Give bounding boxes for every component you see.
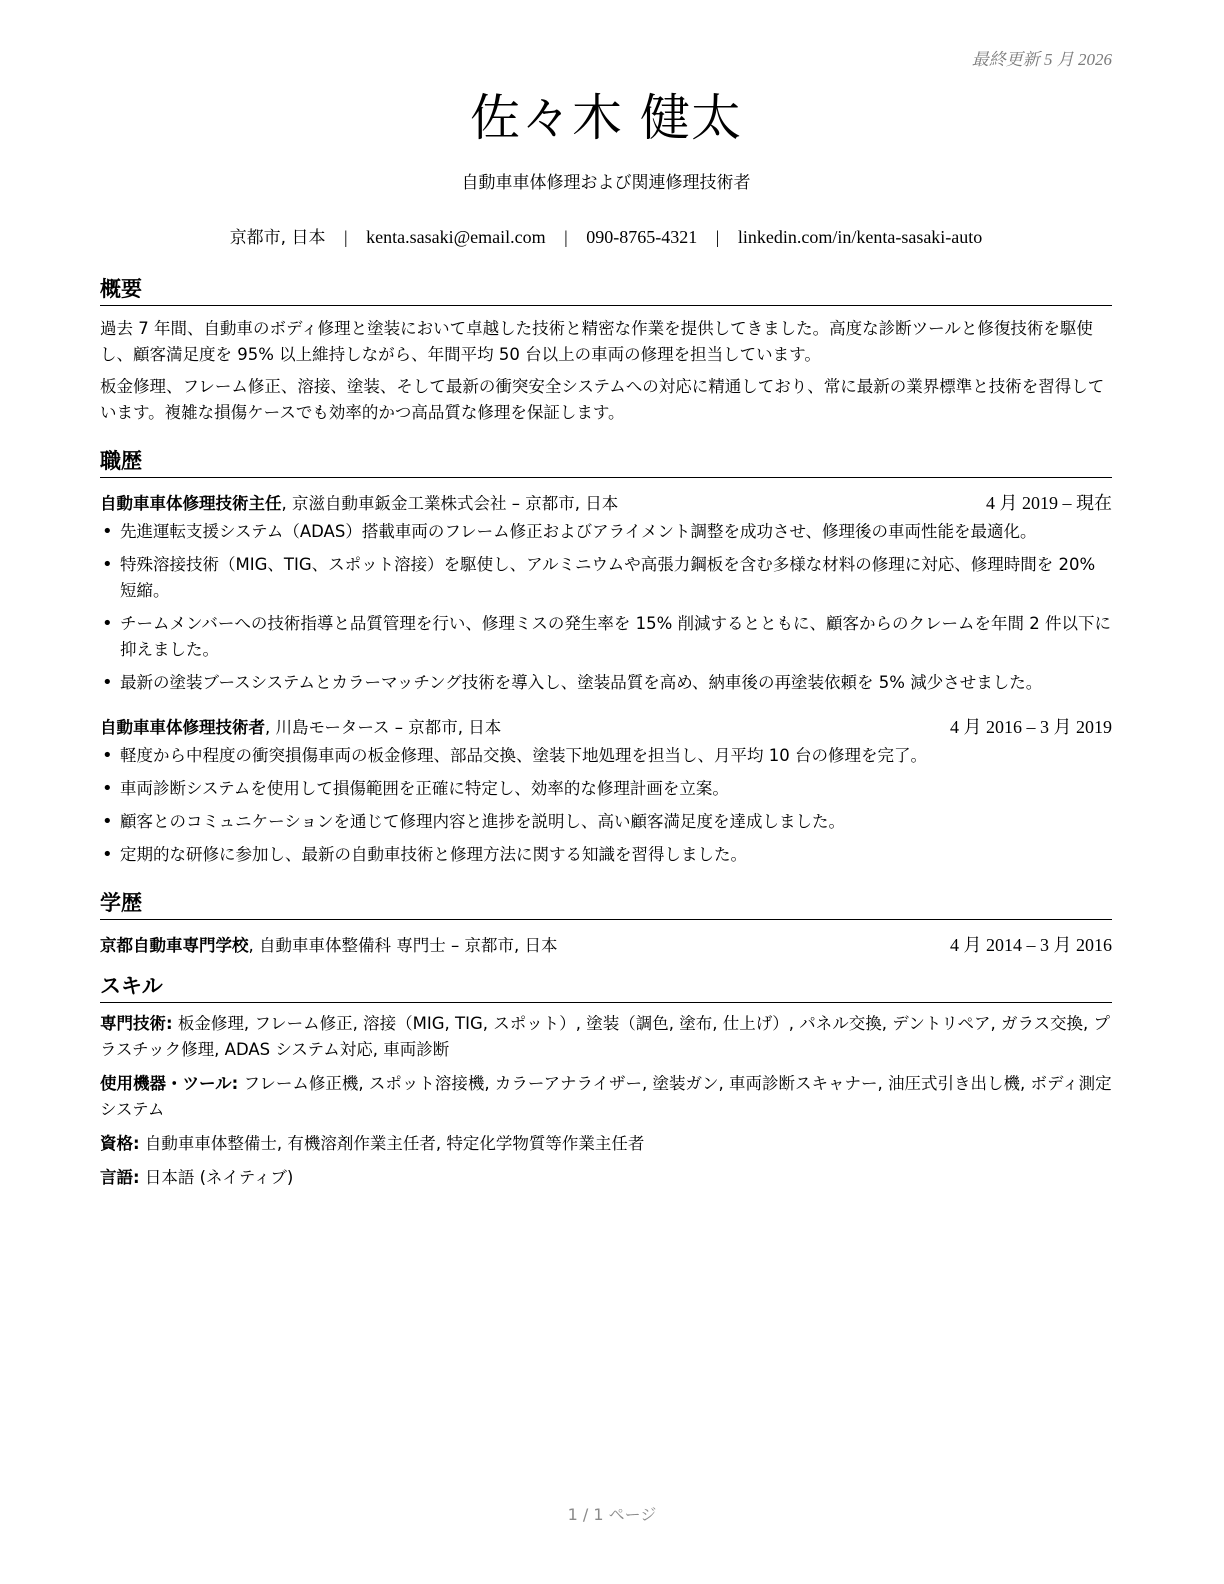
skill-value: フレーム修正機, スポット溶接機, カラーアナライザー, 塗装ガン, 車両診断スキャナー, 油圧式引き出し機, ボディ測定システム bbox=[100, 1074, 1112, 1119]
skill-value: 板金修理, フレーム修正, 溶接（MIG, TIG, スポット）, 塗装（調色, 塗布, 仕上げ）, パネル交換, デントリペア, ガラス交換, プラスチック修理, ADAS システム対応, 車両診断 bbox=[100, 1014, 1111, 1059]
skill-row bbox=[100, 1131, 1112, 1157]
school-detail: , 自動車車体整備科 専門士 – 京都市, 日本 bbox=[248, 936, 558, 955]
job-role: 自動車車体修理技術主任 bbox=[100, 494, 282, 513]
linkedin-link[interactable]: linkedin.com/in/kenta-sasaki-auto bbox=[737, 227, 983, 247]
skill-label: 言語: bbox=[100, 1168, 140, 1187]
education-dates: 4 月 2014 – 3 月 2016 bbox=[950, 935, 1112, 955]
list-item: • 軽度から中程度の衝突損傷車両の板金修理、部品交換、塗装下地処理を担当し、月平均 10 台の修理を完了。 bbox=[100, 743, 1112, 769]
page-number: 1 / 1 ページ bbox=[567, 1505, 657, 1524]
job-bullets bbox=[100, 519, 1112, 696]
list-item: • 定期的な研修に参加し、最新の自動車技術と修理方法に関する知識を習得しました。 bbox=[100, 842, 1112, 868]
job-title: 自動車車体修理および関連修理技術者 bbox=[461, 173, 751, 193]
list-item: • 最新の塗装ブースシステムとカラーマッチング技術を導入し、塗装品質を高め、納車後の再塗装依頼を 5% 減少させました。 bbox=[100, 670, 1112, 696]
separator: | bbox=[715, 227, 720, 247]
job-dates: 4 月 2016 – 3 月 2019 bbox=[950, 717, 1112, 737]
job-role-company bbox=[100, 715, 501, 741]
education-entry bbox=[100, 932, 1112, 959]
summary-paragraph: 過去 7 年間、自動車のボディ修理と塗装において卓越した技術と精密な作業を提供してきました。高度な診断ツールと修復技術を駆使し、顧客満足度を 95% 以上維持しながら、年間平均 50 台以上の車両の修理を担当しています。 bbox=[100, 319, 1093, 364]
list-item: • チームメンバーへの技術指導と品質管理を行い、修理ミスの発生率を 15% 削減するとともに、顧客からのクレームを年間 2 件以下に抑えました。 bbox=[100, 611, 1112, 663]
skill-row bbox=[100, 1011, 1112, 1063]
job-header bbox=[100, 714, 1112, 741]
section-title-experience: 職歴 bbox=[100, 448, 1112, 478]
list-item: • 顧客とのコミュニケーションを通じて修理内容と進捗を説明し、高い顧客満足度を達成しました。 bbox=[100, 809, 1112, 835]
email-link[interactable]: kenta.sasaki@email.com bbox=[366, 227, 546, 247]
job-role-company bbox=[100, 491, 618, 517]
skill-label: 資格: bbox=[100, 1134, 140, 1153]
separator: | bbox=[344, 227, 348, 247]
last-updated: 最終更新 5 月 2026 bbox=[971, 50, 1112, 69]
section-title-skills: スキル bbox=[100, 973, 1112, 1003]
contact-line bbox=[100, 223, 1112, 248]
skill-row bbox=[100, 1071, 1112, 1123]
skill-label: 使用機器・ツール: bbox=[100, 1074, 239, 1093]
skill-value: 日本語 (ネイティブ) bbox=[139, 1168, 294, 1187]
resume-page bbox=[100, 0, 1112, 1191]
job-bullets bbox=[100, 743, 1112, 868]
candidate-name: 佐々木 健太 bbox=[470, 89, 742, 147]
education-school-detail bbox=[100, 933, 557, 959]
list-item: • 特殊溶接技術（MIG、TIG、スポット溶接）を駆使し、アルミニウムや高張力鋼板を含む多様な材料の修理に対応、修理時間を 20% 短縮。 bbox=[100, 552, 1112, 604]
location: 京都市, 日本 bbox=[229, 228, 326, 248]
section-title-education: 学歴 bbox=[100, 890, 1112, 920]
job-company: , 京滋自動車鈑金工業株式会社 – 京都市, 日本 bbox=[281, 494, 619, 513]
separator: | bbox=[564, 227, 568, 247]
job-dates: 4 月 2019 – 現在 bbox=[986, 493, 1112, 513]
skill-label: 専門技術: bbox=[100, 1014, 173, 1033]
list-item: • 先進運転支援システム（ADAS）搭載車両のフレーム修正およびアライメント調整を成功させ、修理後の車両性能を最適化。 bbox=[100, 519, 1112, 545]
job-role: 自動車車体修理技術者 bbox=[100, 718, 265, 737]
summary-paragraph: 板金修理、フレーム修正、溶接、塗装、そして最新の衝突安全システムへの対応に精通しており、常に最新の業界標準と技術を習得しています。複雑な損傷ケースでも効率的かつ高品質な修理を保証します。 bbox=[100, 377, 1105, 422]
job-header bbox=[100, 490, 1112, 517]
job-company: , 川島モータース – 京都市, 日本 bbox=[265, 718, 502, 737]
section-title-summary: 概要 bbox=[100, 276, 1112, 306]
list-item: • 車両診断システムを使用して損傷範囲を正確に特定し、効率的な修理計画を立案。 bbox=[100, 776, 1112, 802]
school-name: 京都自動車専門学校 bbox=[100, 936, 249, 955]
skill-row bbox=[100, 1165, 1112, 1191]
skill-value: 自動車車体整備士, 有機溶剤作業主任者, 特定化学物質等作業主任者 bbox=[139, 1134, 645, 1153]
phone[interactable]: 090-8765-4321 bbox=[586, 227, 698, 247]
